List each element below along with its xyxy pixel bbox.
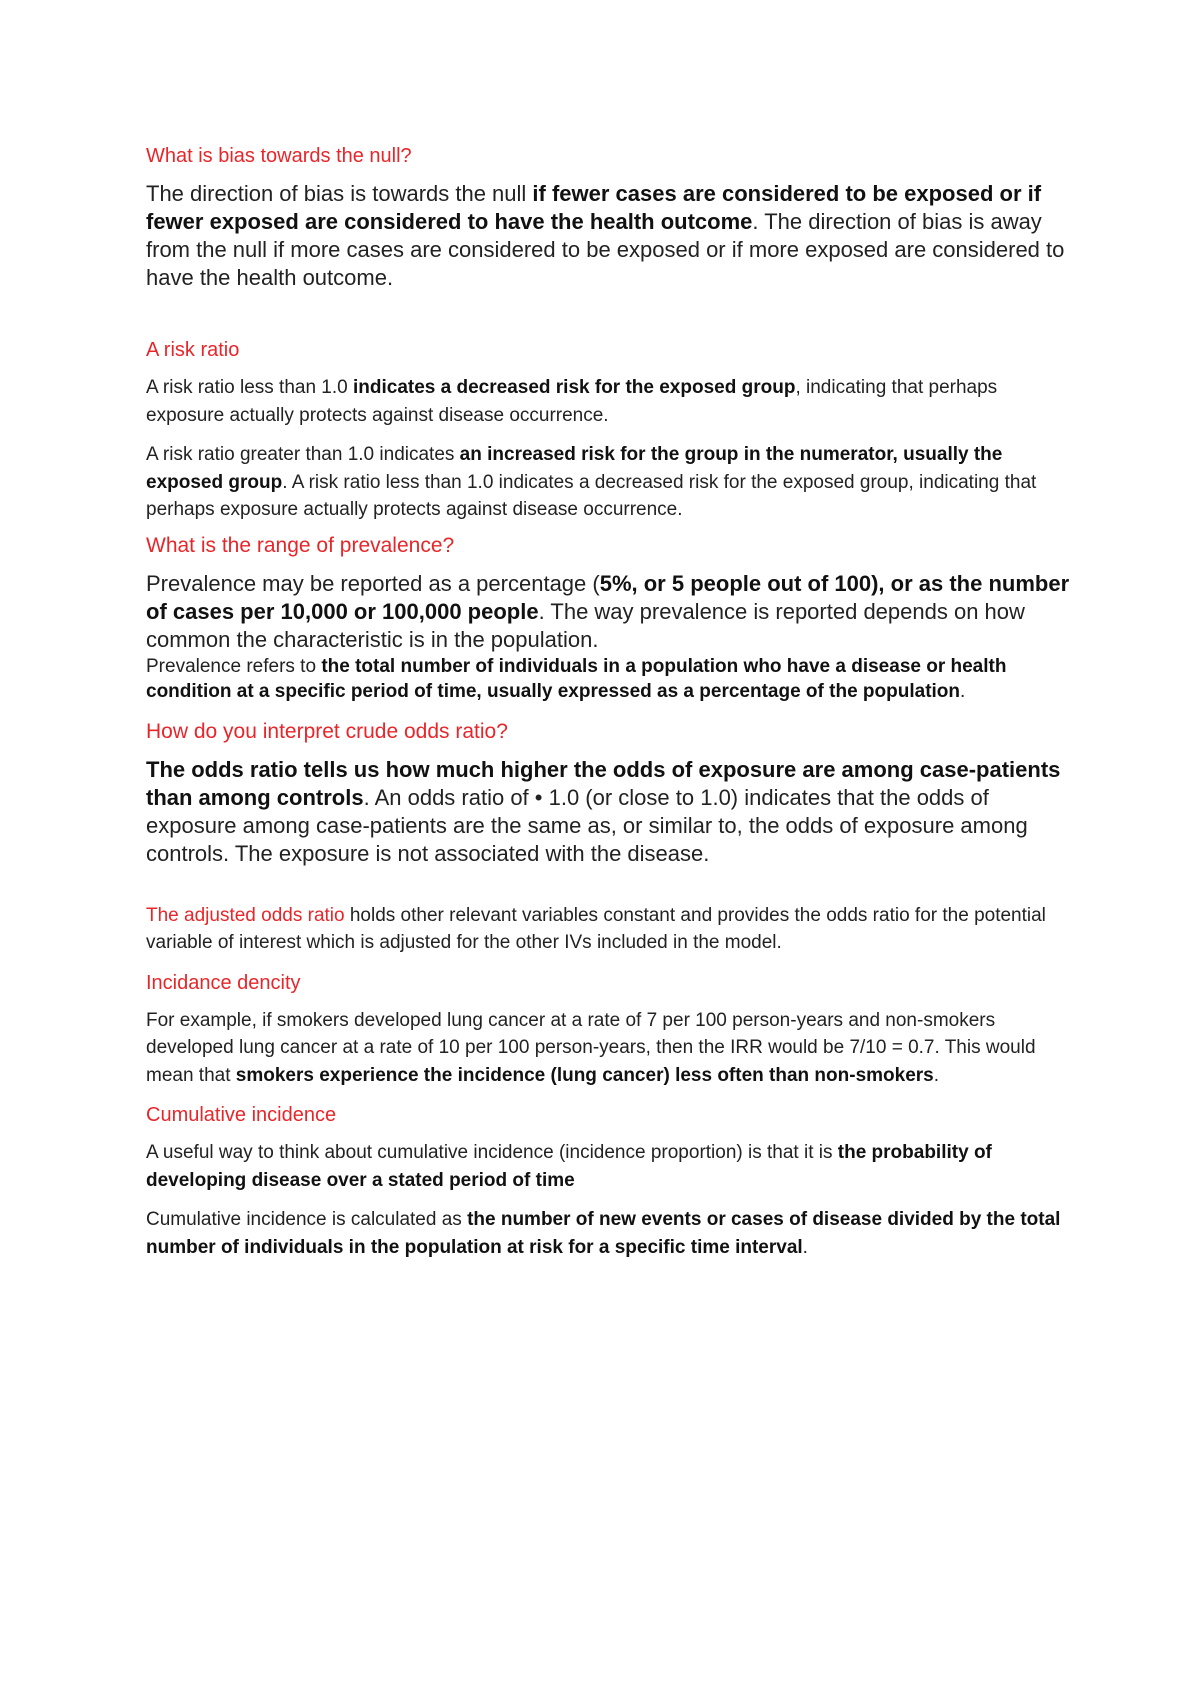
bold-text: indicates a decreased risk for the exposed group: [353, 377, 796, 398]
text: A risk ratio less than 1.0: [146, 377, 353, 398]
text: . An odds ratio of • 1.0 (or close to 1.0) indicates that the odds of exposure among case-patients are the same as, or similar to, the odds of exposure among controls. The exposure is not associated with the disease.: [146, 784, 1028, 866]
heading-bias-towards-null: What is bias towards the null?: [146, 145, 412, 167]
text: holds other relevant variables constant and provides the odds ratio for the potential variable of interest which is adjusted for the other IVs included in the model.: [146, 904, 1046, 953]
text: The direction of bias is towards the null: [146, 181, 533, 206]
text: , indicating that perhaps exposure actually protects against disease occurrence.: [146, 377, 998, 426]
text: Prevalence refers to: [146, 655, 322, 677]
paragraph-risk-ratio-1: [146, 374, 1076, 429]
paragraph-incidence-density: [146, 1007, 1076, 1090]
text: For example, if smokers developed lung cancer at a rate of 7 per 100 person-years and non-smokers developed lung cancer at a rate of 10 per 100 person-years, then the IRR would be 7/10 = 0.7. This would mean that: [146, 1009, 1036, 1086]
paragraph-odds-ratio: [146, 756, 1076, 868]
heading-range-of-prevalence: What is the range of prevalence?: [146, 533, 455, 557]
paragraph-prevalence-1: [146, 570, 1076, 654]
text: Cumulative incidence is calculated as: [146, 1209, 468, 1230]
paragraph-adjusted-odds-ratio: [146, 902, 1076, 957]
heading-incidence-density: Incidance dencity: [146, 971, 301, 994]
bold-text: the total number of individuals in a population who have a disease or health condition at a specific period of time, usually expressed as a percentage of the population: [146, 655, 1007, 702]
text: A useful way to think about cumulative incidence (incidence proportion) is that it is: [146, 1142, 838, 1163]
bold-text: The odds ratio tells us how much higher the odds of exposure are among case-patients than among controls: [146, 756, 1061, 810]
text: Prevalence may be reported as a percentage (: [146, 570, 600, 596]
bold-text: the number of new events or cases of disease divided by the total number of individuals in the population at risk for a specific time interval: [146, 1209, 1061, 1258]
heading-risk-ratio: A risk ratio: [146, 339, 240, 361]
text: . The way prevalence is reported depends on how common the characteristic is in the population.: [146, 598, 1025, 652]
text: . The direction of bias is away from the null if more cases are considered to be exposed or if more exposed are considered to have the health outcome.: [146, 209, 1065, 290]
text: .: [802, 1236, 808, 1258]
bold-text: smokers experience the incidence (lung cancer) less often than non-smokers: [235, 1064, 934, 1086]
heading-cumulative-incidence: Cumulative incidence: [146, 1104, 337, 1126]
text: . A risk ratio less than 1.0 indicates a decreased risk for the exposed group, indicating that perhaps exposure actually protects against disease occurrence.: [146, 471, 1037, 520]
bold-text: 5%, or 5 people out of 100), or as the number of cases per 10,000 or 100,000 people: [146, 570, 1070, 624]
heading-crude-odds-ratio: How do you interpret crude odds ratio?: [146, 719, 508, 743]
paragraph-cumulative-2: [146, 1206, 1076, 1261]
paragraph-cumulative-1: [146, 1139, 1076, 1194]
bold-text: an increased risk for the group in the numerator, usually the exposed group: [146, 444, 1003, 493]
bold-text: the probability of developing disease over a stated period of time: [146, 1142, 992, 1191]
text: .: [960, 680, 966, 702]
text: .: [933, 1064, 940, 1086]
paragraph-risk-ratio-2: [146, 441, 1076, 524]
text: A risk ratio greater than 1.0 indicates: [146, 444, 460, 465]
adjusted-odds-ratio-term: The adjusted odds ratio: [146, 904, 345, 926]
bold-text: if fewer cases are considered to be exposed or if fewer exposed are considered to have the health outcome: [146, 181, 1042, 234]
paragraph-prevalence-2: [146, 654, 1076, 704]
document-page: [146, 142, 1076, 1273]
paragraph-bias: [146, 180, 1076, 292]
